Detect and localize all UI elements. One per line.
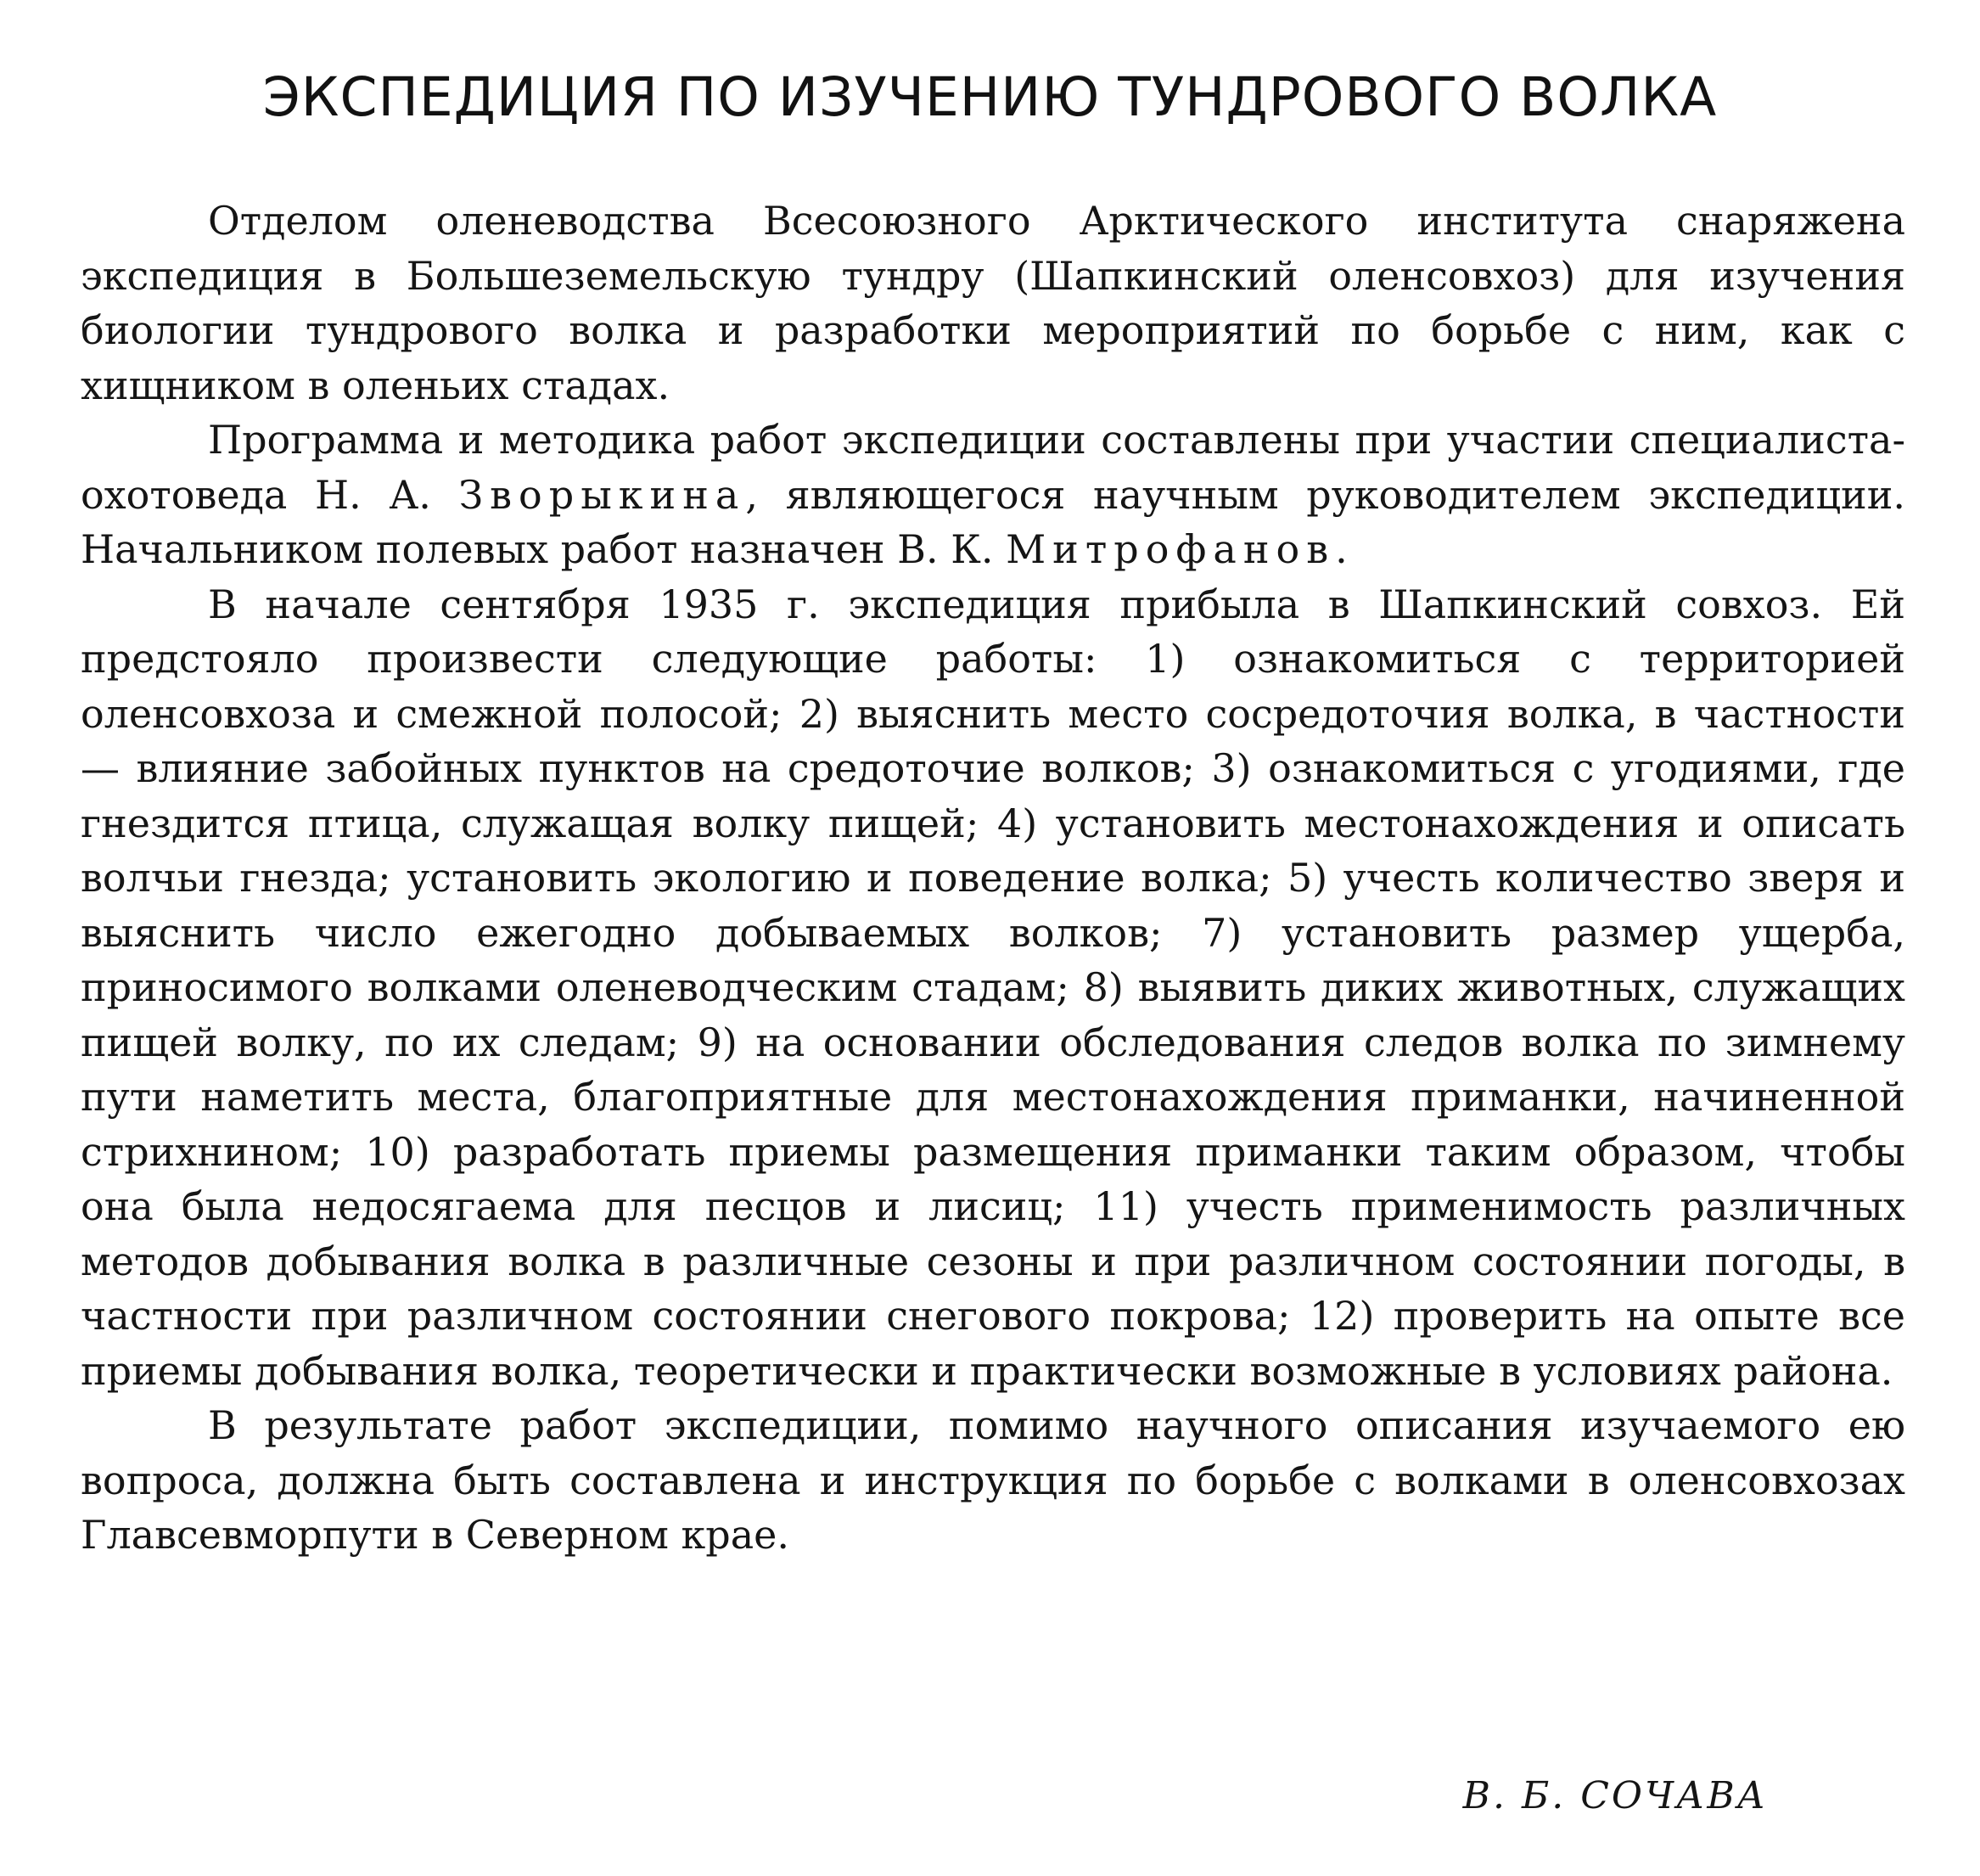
paragraph-1: Отделом оленеводства Всесоюзного Арктического института снаряжена экспедиция в Большеземельскую тундру (Шапкинский оленсовхоз) для изучения биологии тундрового волка и разработки мероприятий по борьбе с ним, как с хищником в оленьих стадах. bbox=[81, 198, 1905, 408]
paragraph-2-text-b: , являющегося научным руководителем экспедиции. Начальником полевых работ назначен В. К. bbox=[81, 471, 1906, 572]
article-title: ЭКСПЕДИЦИЯ ПО ИЗУЧЕНИЮ ТУНДРОВОГО ВОЛКА bbox=[262, 66, 1718, 128]
paragraph-2-text-a: Программа и методика работ экспедиции составлены при участии специалиста-охотоведа Н. А. bbox=[81, 417, 1905, 518]
author-signature: В. Б. СОЧАВА bbox=[1462, 1774, 1768, 1817]
person-name-mitrofanov: Митрофанов bbox=[1006, 526, 1336, 572]
article-body bbox=[81, 194, 1905, 1563]
person-name-zvorykin: Зворыкина bbox=[458, 471, 746, 518]
paragraph-2 bbox=[81, 413, 1905, 577]
paragraph-2-text-c: . bbox=[1335, 526, 1348, 572]
paragraph-3: В начале сентября 1935 г. экспедиция прибыла в Шапкинский совхоз. Ей предстояло произвести следующие работы: 1) ознакомиться с территорией оленсовхоза и смежной полосой; 2) выяснить место сосредоточия волка, в частности — влияние забойных пунктов на средоточие волков; 3) ознакомиться с угодиями, где гнездится птица, служащая волку пищей; 4) установить местонахождения и описать волчьи гнезда; установить экологию и поведение волка; 5) учесть количество зверя и выяснить число ежегодно добываемых волков; 7) установить размер ущерба, приносимого волками оленеводческим стадам; 8) выявить диких животных, служащих пищей волку, по их следам; 9) на основании обследования следов волка по зимнему пути наметить места, благоприятные для местонахождения приманки, начиненной стрихнином; 10) разработать приемы размещения приманки таким образом, чтобы она была недосягаема для песцов и лисиц; 11) учесть применимость различных методов добывания волка в различные сезоны и при различном состоянии погоды, в частности при различном состоянии снегового покрова; 12) проверить на опыте все приемы добывания волка, теоретически и практически возможные в условиях района. bbox=[81, 581, 1905, 1394]
paragraph-4: В результате работ экспедиции, помимо научного описания изучаемого ею вопроса, должна быть составлена и инструкция по борьбе с волками в оленсовхозах Главсевморпути в Северном крае. bbox=[81, 1402, 1905, 1558]
